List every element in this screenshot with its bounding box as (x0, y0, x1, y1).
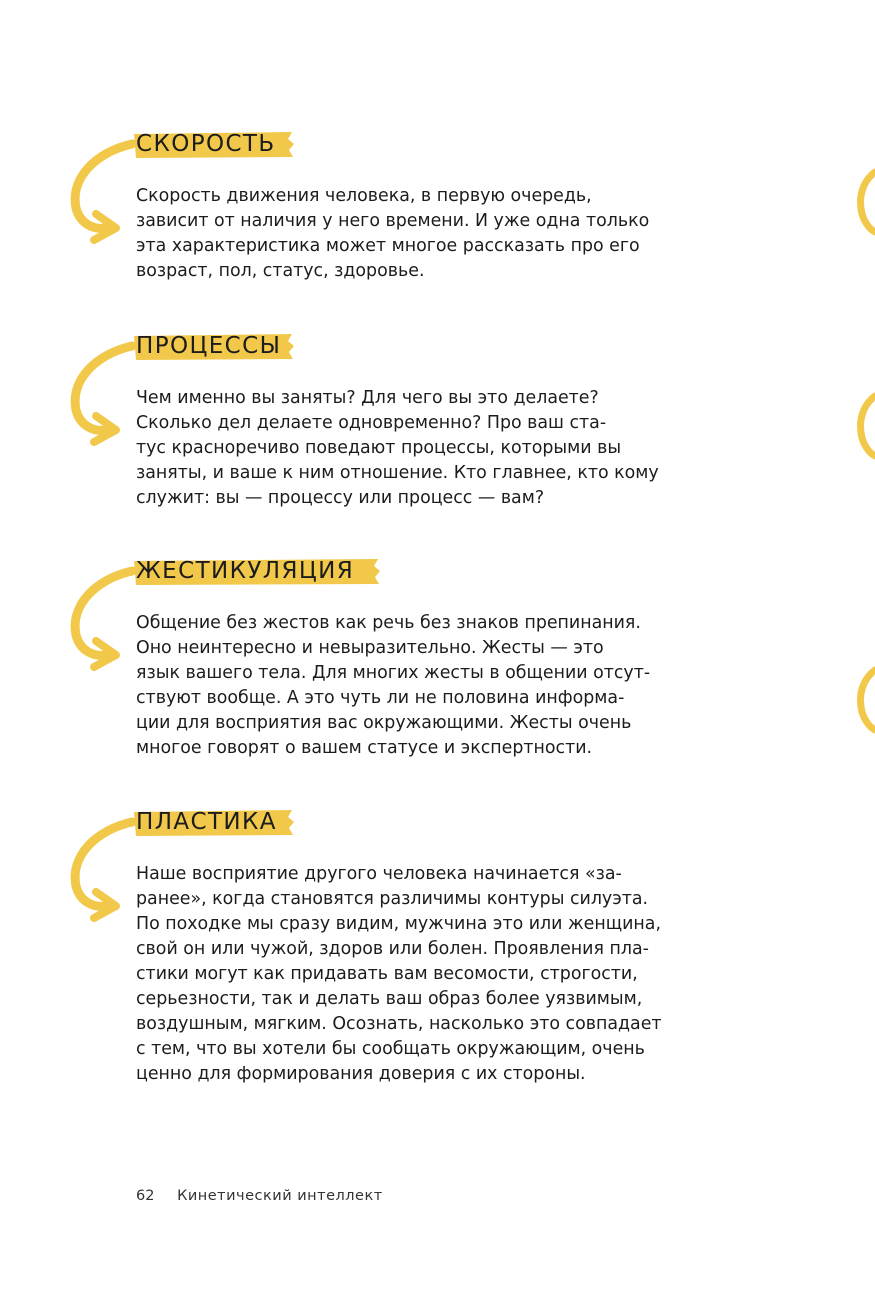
text-line: зависит от наличия у него времени. И уже одна только (136, 211, 650, 231)
text-line: По походке мы сразу видим, мужчина это или женщина, (136, 914, 661, 934)
text-line: Чем именно вы заняты? Для чего вы это делаете? (136, 388, 599, 408)
section-body (136, 862, 676, 1087)
section-heading (136, 806, 277, 838)
edge-brush-mark (856, 392, 875, 462)
text-line: ранее», когда становятся различимы контуры силуэта. (136, 889, 649, 909)
text-line: свой он или чужой, здоров или болен. Проявления пла- (136, 939, 649, 959)
text-line: Скорость движения человека, в первую очередь, (136, 186, 592, 206)
text-line: заняты, и ваше к ним отношение. Кто главнее, кто кому (136, 463, 659, 483)
text-line: возраст, пол, статус, здоровье. (136, 261, 425, 281)
heading-text: ЖЕСТИКУЛЯЦИЯ (136, 558, 355, 584)
text-line: Наше восприятие другого человека начинается «за- (136, 864, 622, 884)
heading-text: СКОРОСТЬ (136, 131, 276, 157)
section-body (136, 611, 676, 761)
text-line: ции для восприятия вас окружающими. Жесты очень (136, 713, 632, 733)
section-heading (136, 555, 354, 587)
section-heading (136, 330, 281, 362)
edge-brush-mark (856, 168, 875, 238)
book-title: Кинетический интеллект (177, 1188, 383, 1204)
text-line: язык вашего тела. Для многих жесты в общении отсут- (136, 663, 651, 683)
section-body (136, 184, 676, 284)
text-line: тус красноречиво поведают процессы, которыми вы (136, 438, 622, 458)
section-heading (136, 128, 276, 160)
heading-text: ПРОЦЕССЫ (136, 333, 282, 359)
section-body (136, 386, 676, 511)
text-line: с тем, что вы хотели бы сообщать окружающим, очень (136, 1039, 645, 1059)
heading-text: ПЛАСТИКА (136, 809, 277, 835)
text-line: стики могут как придавать вам весомости, строгости, (136, 964, 638, 984)
text-line: эта характеристика может многое рассказать про его (136, 236, 640, 256)
page-number: 62 (136, 1188, 155, 1204)
page-footer (136, 1188, 383, 1204)
text-line: Оно неинтересно и невыразительно. Жесты — это (136, 638, 604, 658)
text-line: Общение без жестов как речь без знаков препинания. (136, 613, 641, 633)
text-line: многое говорят о вашем статусе и экспертности. (136, 738, 593, 758)
text-line: ценно для формирования доверия с их стороны. (136, 1064, 586, 1084)
text-line: ствуют вообще. А это чуть ли не половина информа- (136, 688, 625, 708)
text-line: служит: вы — процессу или процесс — вам? (136, 488, 545, 508)
text-line: воздушным, мягким. Осознать, насколько это совпадает (136, 1014, 662, 1034)
text-line: серьезности, так и делать ваш образ более уязвимым, (136, 989, 643, 1009)
text-line: Сколько дел делаете одновременно? Про ваш ста- (136, 413, 607, 433)
edge-brush-mark (856, 666, 875, 736)
